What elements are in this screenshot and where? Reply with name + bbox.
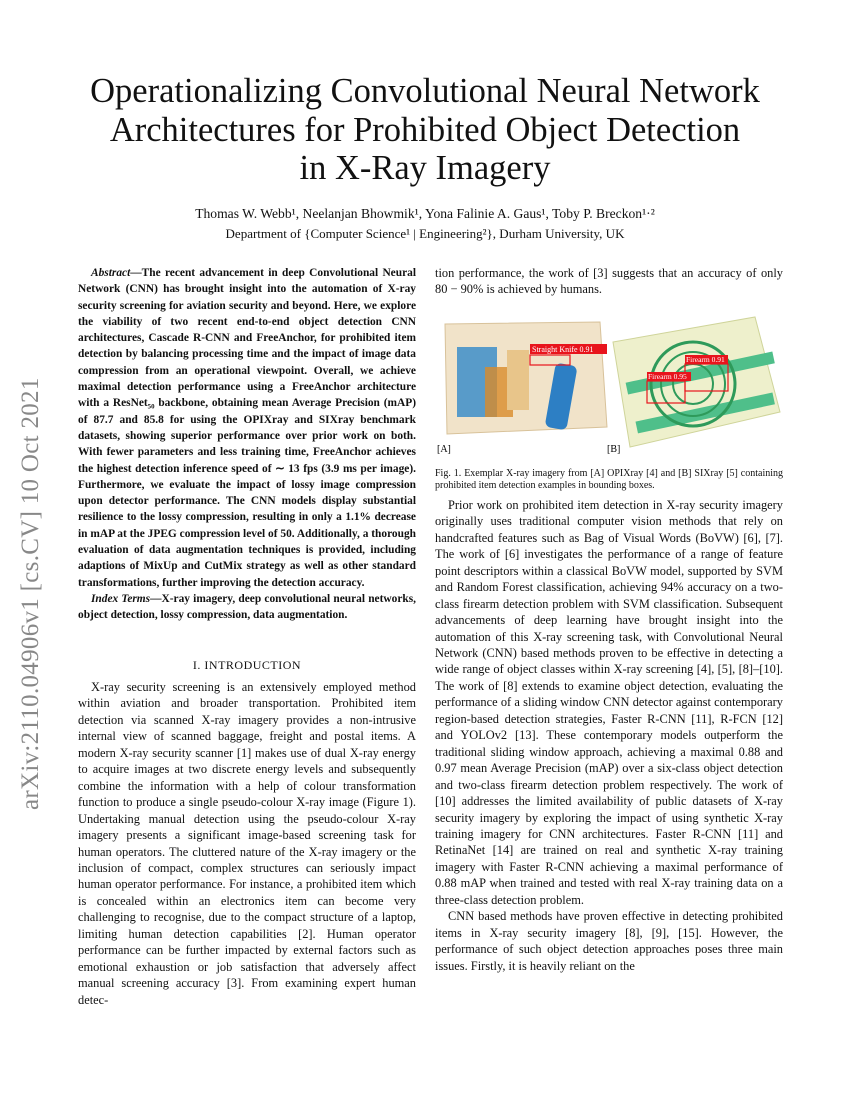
title-line: in X-Ray Imagery xyxy=(299,149,551,187)
left-column xyxy=(78,265,416,1008)
title-line: Operationalizing Convolutional Neural Network xyxy=(90,72,760,110)
index-terms-text: —X-ray imagery, deep convolutional neural networks, object detection, lossy compression, data augmentation. xyxy=(78,592,417,622)
detection-label: Firearm 0.95 xyxy=(648,371,687,381)
right-column xyxy=(435,265,783,974)
index-terms xyxy=(78,591,416,624)
paragraph: Prior work on prohibited item detection in X-ray security imagery originally uses traditional computer vision methods that rely on handcrafted features such as Bag of Visual Words (BoVW) [6], [7]. The work of [6] investigates the performance of a range of feature point descriptors within a classical BoVW model, supported by SVM and Random Forest classification, achieving 94% accuracy on a two-class firearm detection problem with SVM classification. Subsequent advancements of deep learning have brought insight into the automation of this X-ray screening task, with Convolutional Neural Network (CNN) based methods proven to be effective in detecting a wide range of object classes within X-ray screening [4], [5], [8]–[10]. The work of [8] extends to examine object detection, evaluating the performance of a sliding window CNN detector against contemporary region-based detection strategies, Faster R-CNN [11], R-FCN [12] and YOLOv2 [13]. These contemporary models outperform the traditional sliding window approach, achieving a maximal 0.88 and 0.97 mean Average Precision (mAP) over a six-class object detection and two-class firearm detection problem respectively. The work of [10] addresses the limited availability of public datasets of X-ray security imagery by exploring the impact of using synthetic X-ray training imagery for CNN architectures. Faster R-CNN [11] and RetinaNet [14] are trained on real and synthetic X-ray training imagery with Faster R-CNN achieving a maximal performance of 0.88 mAP when trained and tested with real X-ray training data on a three-class detection problem. xyxy=(435,497,783,907)
abstract xyxy=(78,265,416,591)
abstract-label: Abstract xyxy=(91,267,131,279)
panel-label: [B] xyxy=(607,443,621,455)
xray-image-b xyxy=(607,317,780,455)
detection-label: Straight Knife 0.91 xyxy=(532,344,594,354)
paragraph: CNN based methods have proven effective in detecting prohibited items in X-ray security imagery [8], [9], [15]. However, the performance of such object detection approaches poses three main issues. Firstly, it is heavily reliant on the xyxy=(435,909,783,973)
arxiv-identifier: arXiv:2110.04906v1 [cs.CV] 10 Oct 2021 xyxy=(17,377,44,810)
paper-title xyxy=(60,72,790,188)
authors: Thomas W. Webb¹, Neelanjan Bhowmik¹, Yona Falinie A. Gaus¹, Toby P. Breckon¹·² xyxy=(195,206,655,221)
xray-images xyxy=(435,312,783,462)
paragraph: X-ray security screening is an extensively employed method within aviation and broader transportation. Prohibited item detection via scanned X-ray imagery provides a non-intrusive internal view of scanned baggage, freight and postal items. A modern X-ray security scanner [1] makes use of dual X-ray energy to acquire images at two discrete energy levels and subsequently combine the information with a help of colour transformation function to produce a single pseudo-colour X-ray image (Figure 1). Undertaking manual detection using the pseudo-colour X-ray imagery presents a significant image-based screening task for human operators. The cluttered nature of the X-ray imagery or the inclusion of compact, complex structures can seriously impact human operator performance. For instance, a prohibited item which is concealed within an electronics item can become very challenging to recognise, due to the compact structure of a laptop, limiting human detection capabilities [2]. Human operator performance can be further impacted by external factors such as emotional exhaustion or job satisfaction that adversely affect manual screening accuracy [3]. From examining expert human detec- xyxy=(78,679,416,1007)
figure-1 xyxy=(435,312,783,462)
affiliation: Department of {Computer Science¹ | Engineering²}, Durham University, UK xyxy=(225,226,625,241)
xray-image-a xyxy=(437,322,607,455)
figure-caption: Fig. 1. Exemplar X-ray imagery from [A] OPIXray [4] and [B] SIXray [5] containing prohibited item detection examples in bounding boxes. xyxy=(435,467,783,492)
detection-label: Firearm 0.91 xyxy=(686,354,725,364)
section-heading: I. INTRODUCTION xyxy=(192,657,302,672)
title-line: Architectures for Prohibited Object Detection xyxy=(109,110,741,149)
abstract-text: —The recent advancement in deep Convolutional Neural Network (CNN) has brought insight into the automation of X-ray security screening for aviation security and beyond. Here, we explore the viability of two recent end-to-end object detection CNN architectures, Cascade R-CNN and FreeAnchor, for prohibited item detection by balancing processing time and the impact of image data compression from an operational viewpoint. Overall, we achieve maximal detection performance using a FreeAnchor architecture with a ResNet₅₀ backbone, obtaining mean Average Precision (mAP) of 87.7 and 85.8 for using the OPIXray and SIXray benchmark datasets, showing superior performance over prior work on both. With fewer parameters and less training time, FreeAnchor achieves the highest detection inference speed of ∼ 13 fps (3.9 ms per image). Furthermore, we evaluate the impact of lossy image compression upon detector performance. The CNN models display substantial resilience to the lossy compression, resulting in only a 1.1% decrease in mAP at the JPEG compression level of 50. Additionally, a thorough evaluation of data augmentation techniques is provided, including adaptions of MixUp and CutMix strategy as well as other standard transformations, further improving the detection accuracy. xyxy=(78,267,416,589)
paragraph: tion performance, the work of [3] suggests that an accuracy of only 80 − 90% is achieved by humans. xyxy=(435,266,783,297)
panel-label: [A] xyxy=(437,443,451,455)
index-terms-label: Index Terms xyxy=(91,592,151,605)
